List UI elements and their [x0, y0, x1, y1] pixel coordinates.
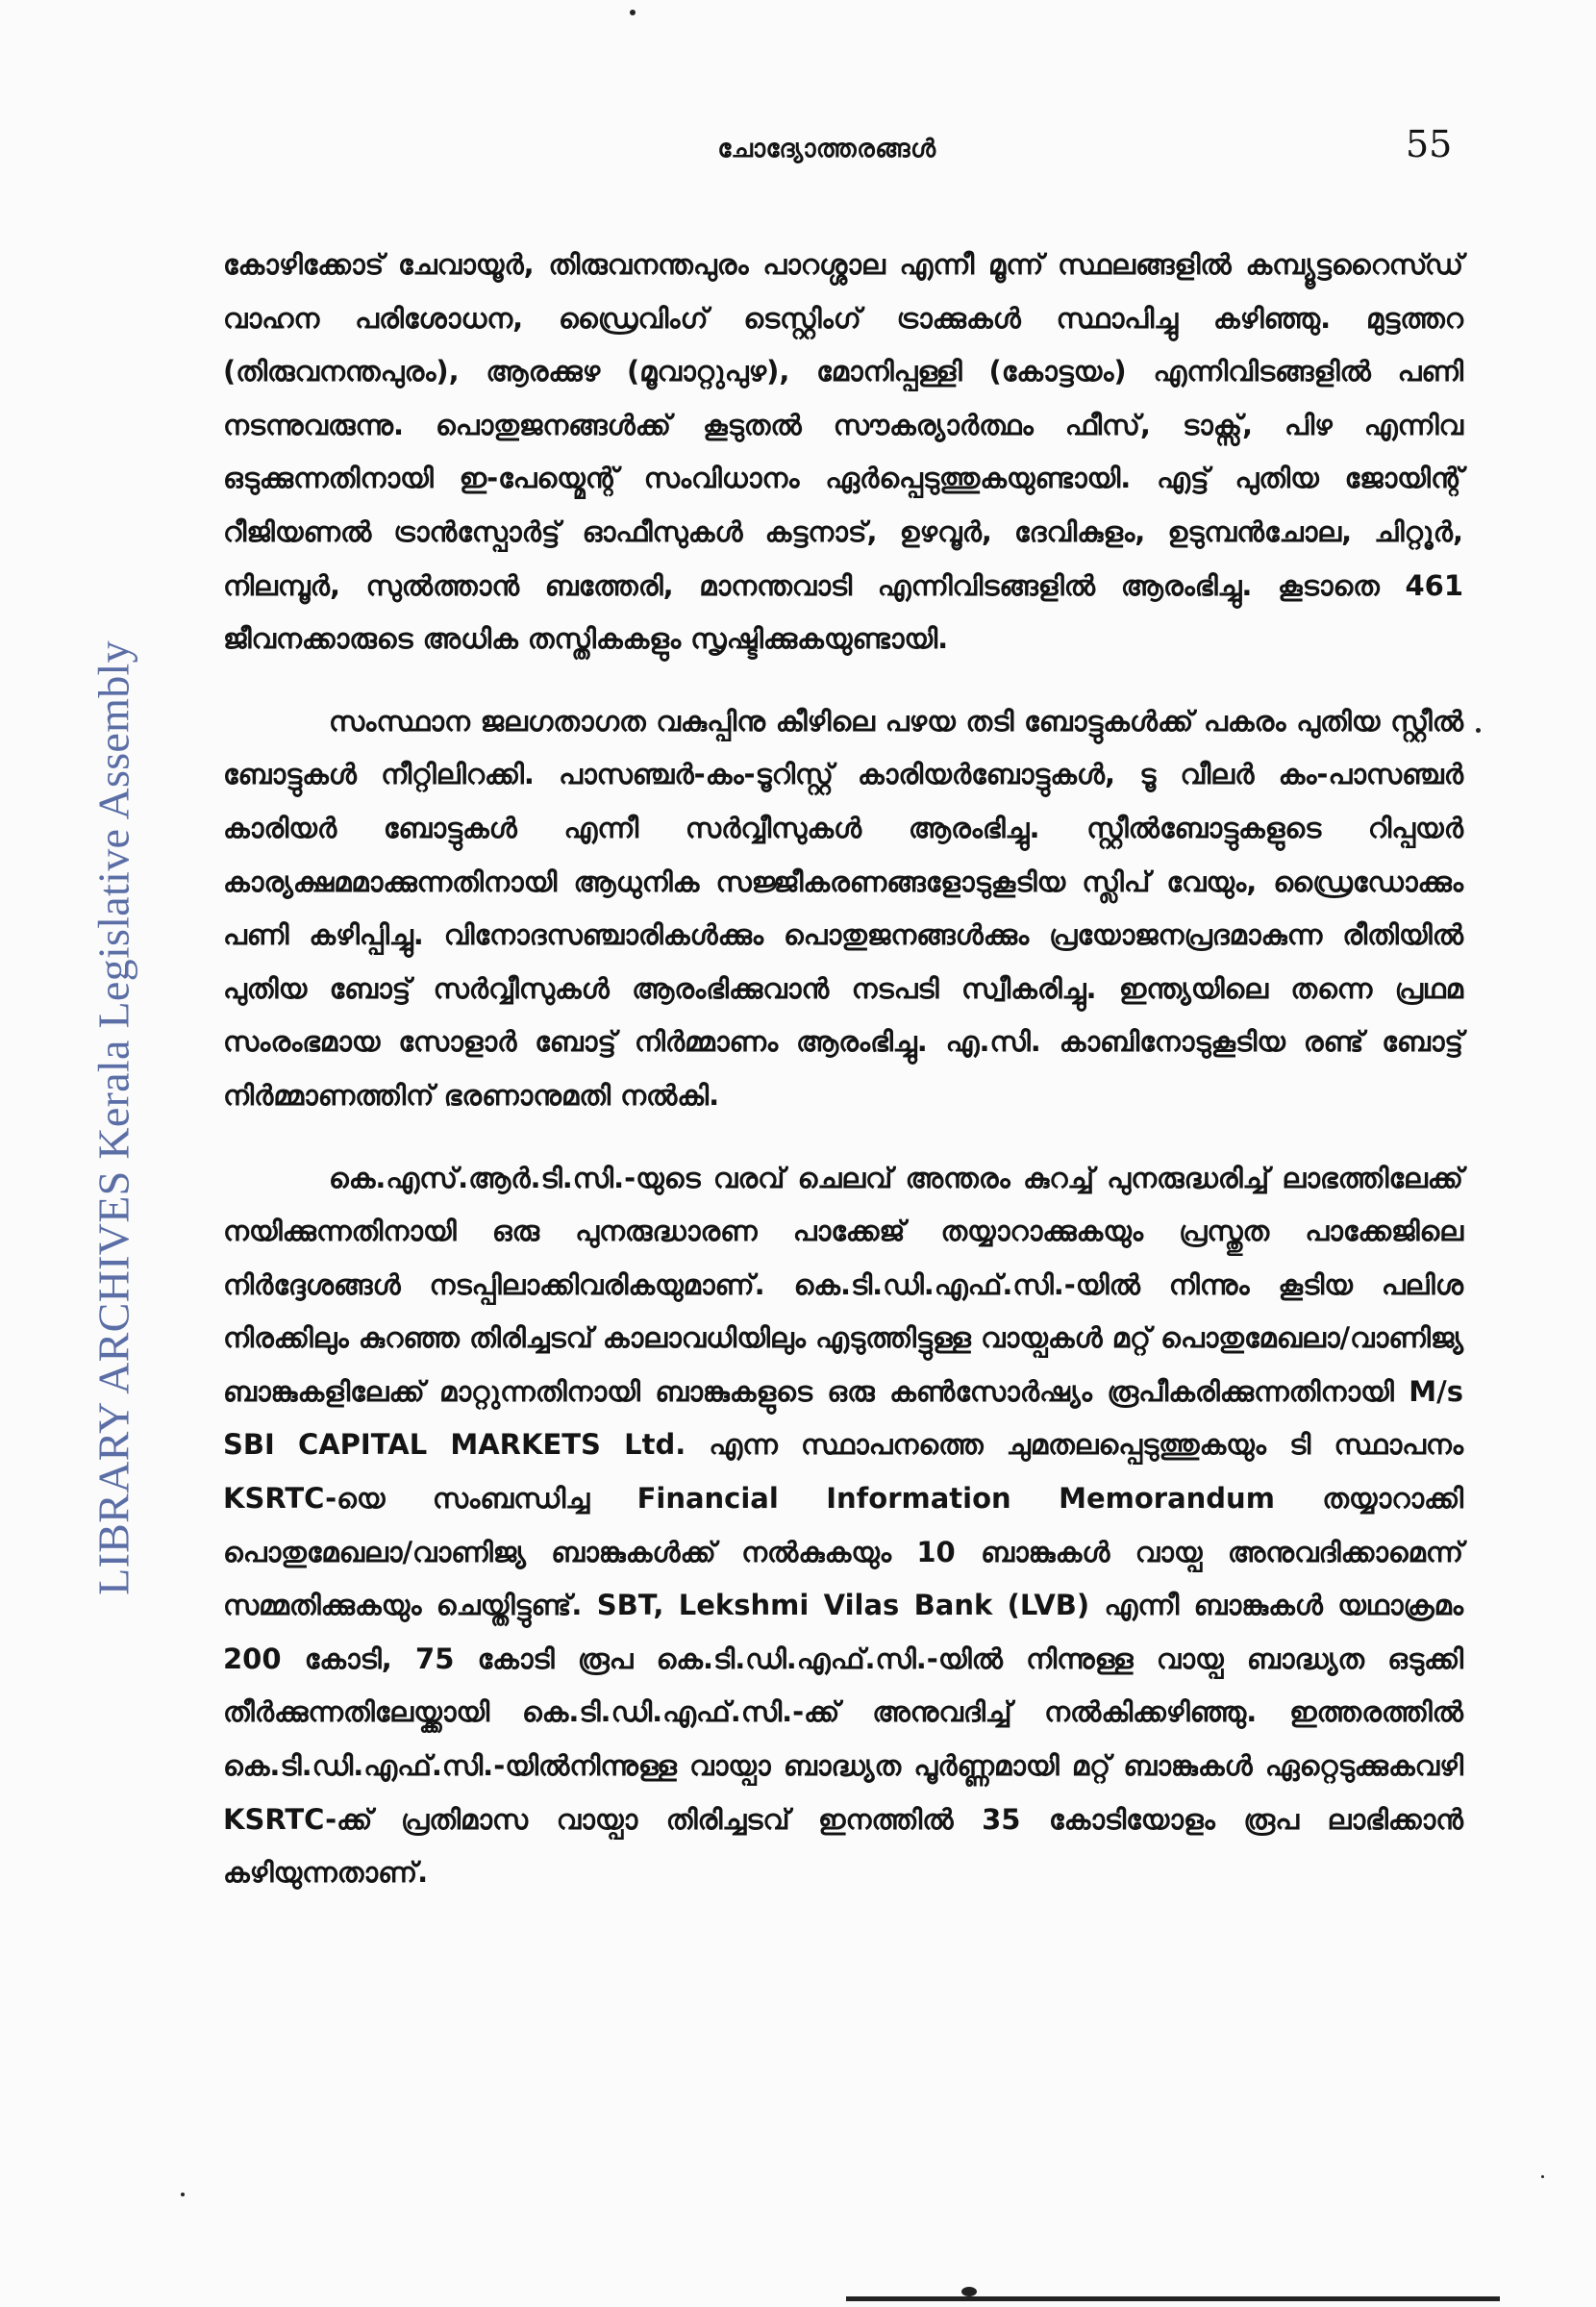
scan-speck	[630, 10, 636, 15]
scan-edge-line	[846, 2296, 1500, 2301]
page-number: 55	[1406, 123, 1453, 165]
scan-speck	[961, 2287, 977, 2296]
running-title: ചോദ്യോത്തരങ്ങൾ	[717, 135, 936, 163]
paragraph-motor-vehicles: കോഴിക്കോട് ചേവായൂർ, തിരുവനന്തപുരം പാറശ്ശാല എന്നീ മൂന്ന് സ്ഥലങ്ങളിൽ കമ്പ്യൂട്ടറൈസ്ഡ് വാഹന പരിശോധന, ഡ്രൈവിംഗ് ടെസ്റ്റിംഗ് ട്രാക്കുകൾ സ്ഥാപിച്ചു കഴിഞ്ഞു. മുട്ടത്തറ (തിരുവനന്തപുരം), ആരക്കുഴ (മൂവാറ്റുപുഴ), മോനിപ്പള്ളി (കോട്ടയം) എന്നിവിടങ്ങളിൽ പണി നടന്നുവരുന്നു. പൊതുജനങ്ങൾക്ക് കൂടുതൽ സൗകര്യാർത്ഥം ഫീസ്, ടാക്സ്, പിഴ എന്നിവ ഒടുക്കുന്നതിനായി ഇ-പേയ്മെന്റ് സംവിധാനം ഏർപ്പെടുത്തുകയുണ്ടായി. എട്ട് പുതിയ ജോയിന്റ് റീജിയണൽ ട്രാൻസ്പോർട്ട് ഓഫീസുകൾ കട്ടനാട്, ഉഴവൂർ, ദേവികുളം, ഉടുമ്പൻചോല, ചിറ്റൂർ, നിലമ്പൂർ, സുൽത്താൻ ബത്തേരി, മാനന്തവാടി എന്നിവിടങ്ങളിൽ ആരംഭിച്ചു. കൂടാതെ 461 ജീവനക്കാരുടെ അധിക തസ്തികകളും സൃഷ്ടിക്കുകയുണ്ടായി.	[223, 248, 1463, 656]
paragraph-water-transport: സംസ്ഥാന ജലഗതാഗത വകുപ്പിനു കീഴിലെ പഴയ തടി ബോട്ടുകൾക്ക് പകരം പുതിയ സ്റ്റീൽ ബോട്ടുകൾ നീറ്റിലിറക്കി. പാസഞ്ചർ-കം-ടൂറിസ്റ്റ് കാരിയർബോട്ടുകൾ, ടൂ വീലർ കം-പാസഞ്ചർ കാരിയർ ബോട്ടുകൾ എന്നീ സർവ്വീസുകൾ ആരംഭിച്ചു. സ്റ്റീൽബോട്ടുകളുടെ റിപ്പയർ കാര്യക്ഷമമാക്കുന്നതിനായി ആധുനിക സജ്ജീകരണങ്ങളോടുകൂടിയ സ്ലിപ് വേയും, ഡ്രൈഡോക്കും പണി കഴിപ്പിച്ചു. വിനോദസഞ്ചാരികൾക്കും പൊതുജനങ്ങൾക്കും പ്രയോജനപ്രദമാകുന്ന രീതിയിൽ പുതിയ ബോട്ട് സർവ്വീസുകൾ ആരംഭിക്കുവാൻ നടപടി സ്വീകരിച്ചു. ഇന്ത്യയിലെ തന്നെ പ്രഥമ സംരംഭമായ സോളാർ ബോട്ട് നിർമ്മാണം ആരംഭിച്ചു. എ.സി. കാബിനോടുകൂടിയ രണ്ട് ബോട്ട് നിർമ്മാണത്തിന് ഭരണാനുമതി നൽകി.	[223, 704, 1463, 1112]
scan-speck	[1541, 2175, 1544, 2178]
body-text	[223, 238, 1463, 1929]
scan-speck	[181, 2193, 185, 2196]
scan-speck	[1476, 728, 1481, 733]
paragraph-ksrtc-revival: കെ.എസ്.ആർ.ടി.സി.-യുടെ വരവ് ചെലവ് അന്തരം കുറച്ച് പുനരുദ്ധരിച്ച് ലാഭത്തിലേക്ക് നയിക്കുന്നതിനായി ഒരു പുനരുദ്ധാരണ പാക്കേജ് തയ്യാറാക്കുകയും പ്രസ്തുത പാക്കേജിലെ നിർദ്ദേശങ്ങൾ നടപ്പിലാക്കിവരികയുമാണ്. കെ.ടി.ഡി.എഫ്.സി.-യിൽ നിന്നും കൂടിയ പലിശ നിരക്കിലും കുറഞ്ഞ തിരിച്ചടവ് കാലാവധിയിലും എടുത്തിട്ടുള്ള വായ്പകൾ മറ്റ് പൊതുമേഖലാ/വാണിജ്യ ബാങ്കുകളിലേക്ക് മാറ്റുന്നതിനായി ബാങ്കുകളുടെ ഒരു കൺസോർഷ്യം രൂപീകരിക്കുന്നതിനായി M/s SBI CAPITAL MARKETS Ltd. എന്ന സ്ഥാപനത്തെ ചുമതലപ്പെടുത്തുകയും ടി സ്ഥാപനം KSRTC-യെ സംബന്ധിച്ച Financial Information Memorandum തയ്യാറാക്കി പൊതുമേഖലാ/വാണിജ്യ ബാങ്കുകൾക്ക് നൽകുകയും 10 ബാങ്കുകൾ വായ്പ അനുവദിക്കാമെന്ന് സമ്മതിക്കുകയും ചെയ്തിട്ടുണ്ട്. SBT, Lekshmi Vilas Bank (LVB) എന്നീ ബാങ്കുകൾ യഥാക്രമം 200 കോടി, 75 കോടി രൂപ കെ.ടി.ഡി.എഫ്.സി.-യിൽ നിന്നുള്ള വായ്പ ബാദ്ധ്യത ഒടുക്കി തീർക്കുന്നതിലേയ്ക്കായി കെ.ടി.ഡി.എഫ്.സി.-ക്ക് അനുവദിച്ച് നൽകിക്കഴിഞ്ഞു. ഇത്തരത്തിൽ കെ.ടി.ഡി.എഫ്.സി.-യിൽനിന്നുള്ള വായ്പാ ബാദ്ധ്യത പൂർണ്ണമായി മറ്റ് ബാങ്കുകൾ ഏറ്റെടുക്കുകവഴി KSRTC-ക്ക് പ്രതിമാസ വായ്പാ തിരിച്ചടവ് ഇനത്തിൽ 35 കോടിയോളം രൂപ ലാഭിക്കാൻ കഴിയുന്നതാണ്.	[223, 1161, 1463, 1890]
archive-watermark: LIBRARY ARCHIVES Kerala Legislative Assembly	[88, 640, 138, 1595]
